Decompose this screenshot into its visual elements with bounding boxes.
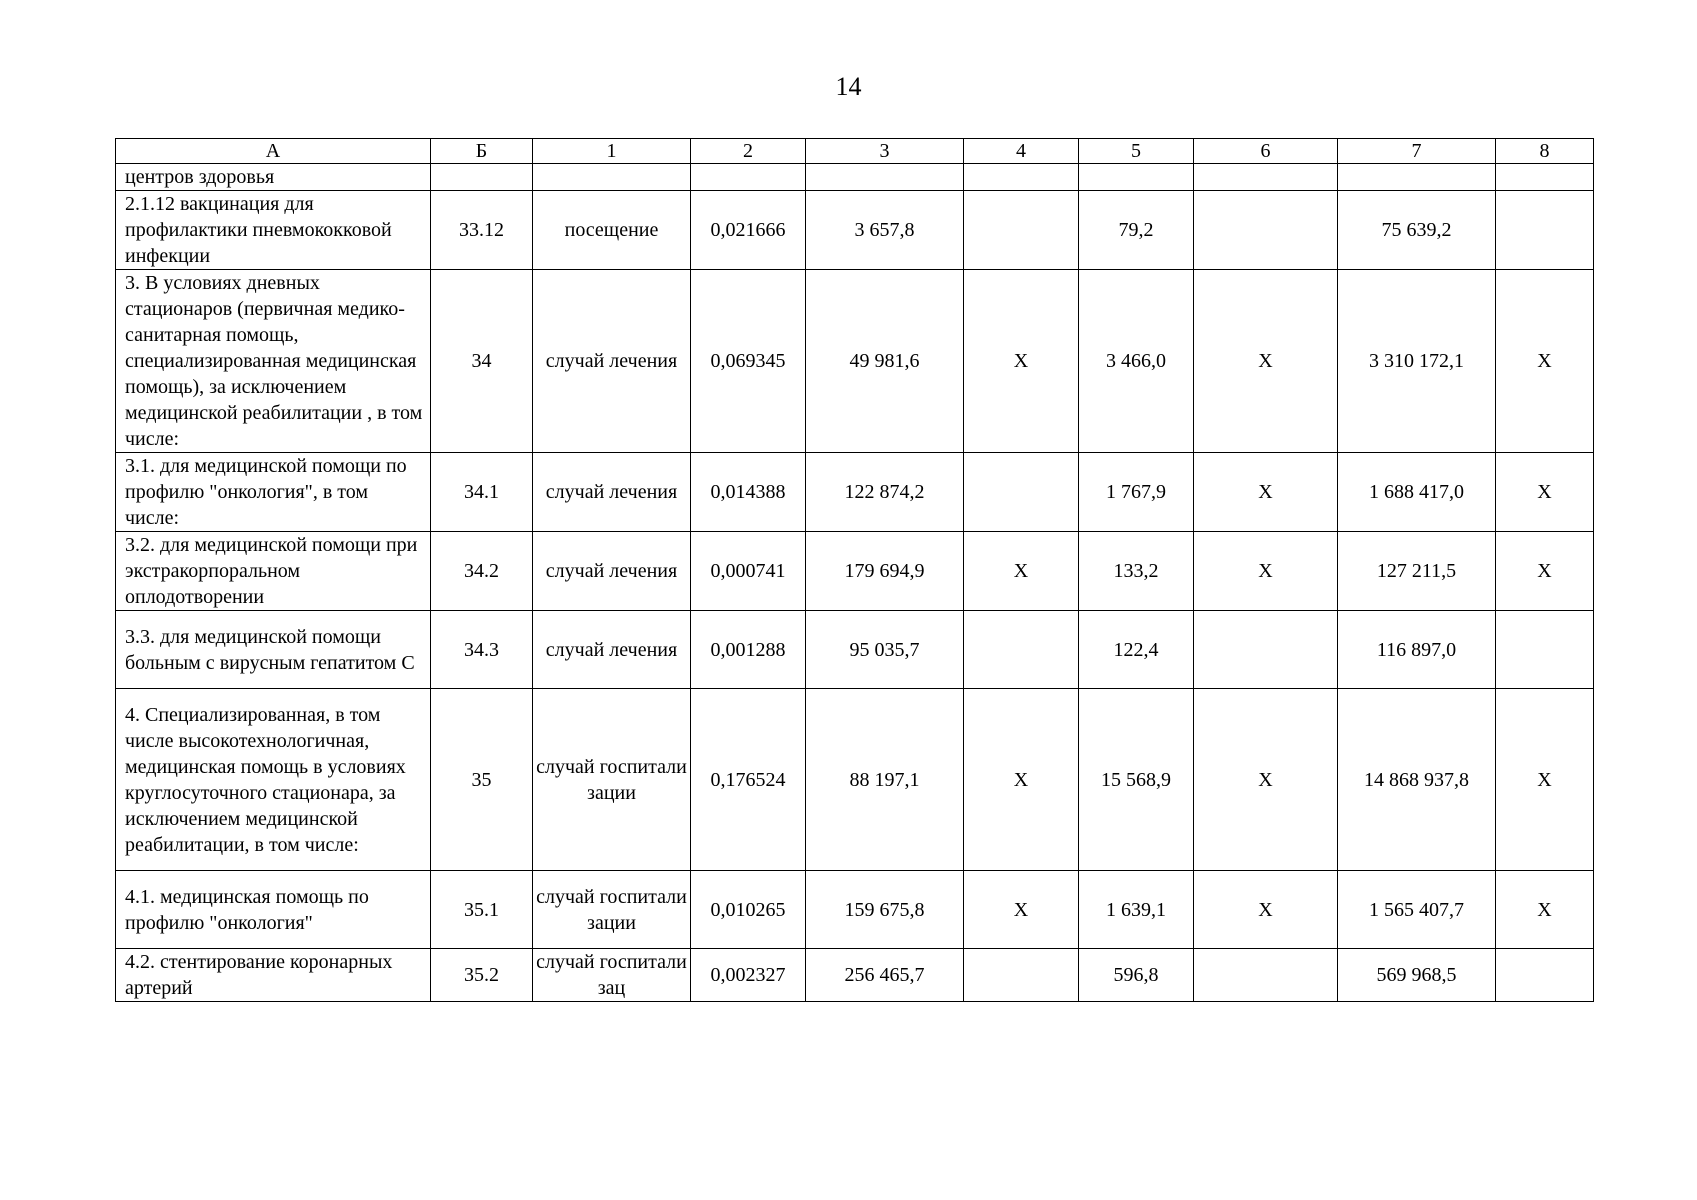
header-cell: 5 (1079, 139, 1194, 164)
row-name: 3.3. для медицинской помощи больным с вирусным гепатитом С (116, 611, 431, 689)
norms-table (115, 138, 1594, 1002)
row-col-8: Х (1496, 871, 1594, 949)
row-col-5 (1079, 164, 1194, 191)
row-code: 35.2 (431, 949, 533, 1002)
row-col-7: 1 688 417,0 (1338, 453, 1496, 532)
row-code: 35 (431, 689, 533, 871)
row-col-6 (1194, 611, 1338, 689)
row-col-8 (1496, 949, 1594, 1002)
row-col-2: 0,021666 (691, 191, 806, 270)
header-cell: А (116, 139, 431, 164)
row-col-3: 256 465,7 (806, 949, 964, 1002)
header-cell: 2 (691, 139, 806, 164)
row-col-5: 1 639,1 (1079, 871, 1194, 949)
row-col-4 (964, 949, 1079, 1002)
header-cell: 3 (806, 139, 964, 164)
row-col-2: 0,010265 (691, 871, 806, 949)
row-col-8 (1496, 611, 1594, 689)
row-col-7: 1 565 407,7 (1338, 871, 1496, 949)
row-name: 2.1.12 вакцинация для профилактики пневмококковой инфекции (116, 191, 431, 270)
row-name: 4.2. стентирование коронарных артерий (116, 949, 431, 1002)
row-col-7: 3 310 172,1 (1338, 270, 1496, 453)
row-code: 33.12 (431, 191, 533, 270)
row-col-7: 127 211,5 (1338, 532, 1496, 611)
row-col-4 (964, 191, 1079, 270)
row-col-8: Х (1496, 532, 1594, 611)
row-col-3: 159 675,8 (806, 871, 964, 949)
row-unit (533, 164, 691, 191)
table-row (116, 532, 1594, 611)
row-col-2: 0,176524 (691, 689, 806, 871)
table-row (116, 689, 1594, 871)
row-col-3: 179 694,9 (806, 532, 964, 611)
header-row (116, 139, 1594, 164)
table-row (116, 611, 1594, 689)
header-cell: 4 (964, 139, 1079, 164)
row-col-6: Х (1194, 871, 1338, 949)
table-row (116, 191, 1594, 270)
row-col-4: Х (964, 871, 1079, 949)
row-col-5: 79,2 (1079, 191, 1194, 270)
row-col-2: 0,069345 (691, 270, 806, 453)
row-col-6 (1194, 949, 1338, 1002)
row-col-7 (1338, 164, 1496, 191)
table-row (116, 453, 1594, 532)
table-row (116, 270, 1594, 453)
row-code: 34 (431, 270, 533, 453)
row-unit: случай лечения (533, 611, 691, 689)
row-col-4 (964, 453, 1079, 532)
row-col-4: Х (964, 532, 1079, 611)
row-col-5: 3 466,0 (1079, 270, 1194, 453)
row-code (431, 164, 533, 191)
row-col-2: 0,001288 (691, 611, 806, 689)
table-row (116, 164, 1594, 191)
row-code: 34.3 (431, 611, 533, 689)
row-col-6: Х (1194, 270, 1338, 453)
row-unit: случай лечения (533, 270, 691, 453)
row-unit: случай госпитализации (533, 871, 691, 949)
row-col-8: Х (1496, 270, 1594, 453)
row-code: 34.1 (431, 453, 533, 532)
row-col-5: 122,4 (1079, 611, 1194, 689)
row-col-2: 0,000741 (691, 532, 806, 611)
row-col-4: Х (964, 270, 1079, 453)
row-col-6: Х (1194, 453, 1338, 532)
row-name: 4. Специализированная, в том числе высокотехнологичная, медицинская помощь в условиях круглосуточного стационара, за исключением медицинской реабилитации, в том числе: (116, 689, 431, 871)
row-name: 3.2. для медицинской помощи при экстракорпоральном оплодотворении (116, 532, 431, 611)
header-cell: 7 (1338, 139, 1496, 164)
row-code: 35.1 (431, 871, 533, 949)
row-col-3: 122 874,2 (806, 453, 964, 532)
row-col-5: 596,8 (1079, 949, 1194, 1002)
row-col-4 (964, 611, 1079, 689)
row-col-5: 1 767,9 (1079, 453, 1194, 532)
row-col-3: 88 197,1 (806, 689, 964, 871)
row-unit: случай лечения (533, 453, 691, 532)
row-col-3: 95 035,7 (806, 611, 964, 689)
row-unit: посещение (533, 191, 691, 270)
header-cell: 6 (1194, 139, 1338, 164)
row-col-8: Х (1496, 689, 1594, 871)
row-col-2 (691, 164, 806, 191)
row-col-8 (1496, 164, 1594, 191)
row-col-8 (1496, 191, 1594, 270)
row-col-2: 0,002327 (691, 949, 806, 1002)
row-unit: случай госпитализации (533, 689, 691, 871)
header-cell: 1 (533, 139, 691, 164)
row-col-8: Х (1496, 453, 1594, 532)
row-col-6 (1194, 191, 1338, 270)
row-col-3 (806, 164, 964, 191)
row-col-3: 49 981,6 (806, 270, 964, 453)
row-name: 4.1. медицинская помощь по профилю "онкология" (116, 871, 431, 949)
row-col-5: 15 568,9 (1079, 689, 1194, 871)
row-name: центров здоровья (116, 164, 431, 191)
row-unit: случай лечения (533, 532, 691, 611)
row-col-7: 75 639,2 (1338, 191, 1496, 270)
header-cell: Б (431, 139, 533, 164)
row-col-5: 133,2 (1079, 532, 1194, 611)
table-row (116, 949, 1594, 1002)
row-col-6: Х (1194, 689, 1338, 871)
row-name: 3.1. для медицинской помощи по профилю "онкология", в том числе: (116, 453, 431, 532)
row-name: 3. В условиях дневных стационаров (первичная медико-санитарная помощь, специализированная медицинская помощь), за исключением медицинской реабилитации , в том числе: (116, 270, 431, 453)
row-col-7: 569 968,5 (1338, 949, 1496, 1002)
header-cell: 8 (1496, 139, 1594, 164)
row-col-4 (964, 164, 1079, 191)
row-col-3: 3 657,8 (806, 191, 964, 270)
row-col-6: Х (1194, 532, 1338, 611)
page-number: 14 (835, 72, 862, 101)
row-col-4: Х (964, 689, 1079, 871)
table-row (116, 871, 1594, 949)
row-col-7: 116 897,0 (1338, 611, 1496, 689)
row-col-2: 0,014388 (691, 453, 806, 532)
row-col-6 (1194, 164, 1338, 191)
row-col-7: 14 868 937,8 (1338, 689, 1496, 871)
row-code: 34.2 (431, 532, 533, 611)
row-unit: случай госпитализац (533, 949, 691, 1002)
